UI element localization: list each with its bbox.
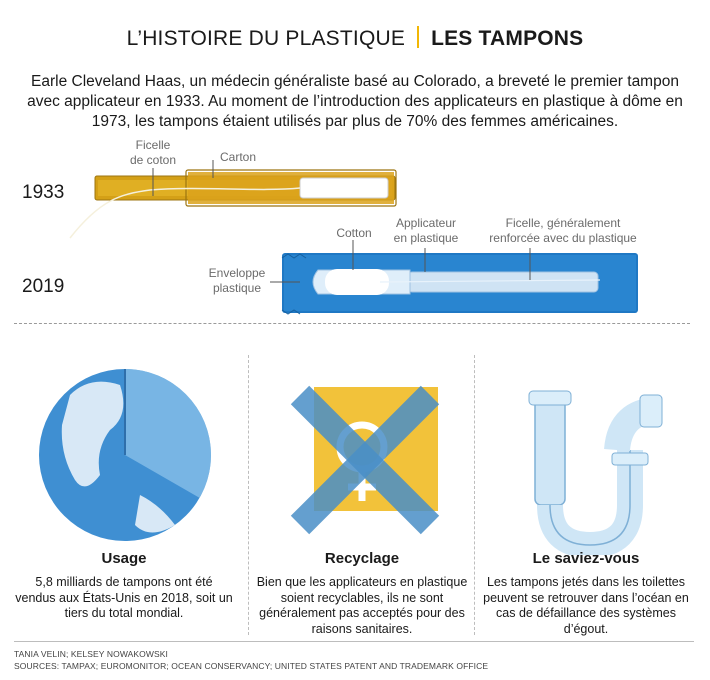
credit-authors: TANIA VELIN; KELSEY NOWAKOWSKI <box>14 649 168 659</box>
tampon-2019-illustration <box>282 253 638 314</box>
title-series: L’HISTOIRE DU PLASTIQUE <box>126 27 406 50</box>
year-2019: 2019 <box>22 276 65 297</box>
globe-icon <box>39 369 211 541</box>
label-plastic-applicator: Applicateur en plastique <box>393 216 459 245</box>
did-you-know-title: Le saviez-vous <box>532 550 640 567</box>
label-cotton-string: Ficelle de coton <box>129 138 177 167</box>
label-plastic-wrapper: Enveloppe plastique <box>208 266 266 295</box>
label-cardboard: Carton <box>219 150 257 164</box>
title-topic: LES TAMPONS <box>431 27 584 50</box>
no-recycling-icon <box>300 387 438 525</box>
label-reinforced-string: Ficelle, généralement renforcée avec du plastique <box>489 216 637 245</box>
column-icons <box>0 355 710 555</box>
did-you-know-body: Les tampons jetés dans les toilettes peuvent se retrouver dans l’océan en cas de défaillance des systèmes d’égout. <box>483 575 689 636</box>
tampon-diagram <box>0 0 710 320</box>
intro-paragraph: Earle Cleveland Haas, un médecin généraliste basé au Colorado, a breveté le premier tampon avec applicateur en 1933. Au moment de l’introduction des applicateurs en plastique à dôme en 1973, les tampons étaient utilisés par plus de 70% des femmes américaines. <box>27 73 683 130</box>
section-divider <box>14 323 690 324</box>
recycling-title: Recyclage <box>324 550 400 567</box>
usage-title: Usage <box>101 550 147 567</box>
recycling-body: Bien que les applicateurs en plastique soient recyclables, ils ne sont généralement pas acceptés pour des raisons sanitaires. <box>256 575 468 636</box>
usage-body: 5,8 milliards de tampons ont été vendus aux États-Unis en 2018, soit un tiers du total mondial. <box>15 575 233 620</box>
credit-sources: SOURCES: TAMPAX; EUROMONITOR; OCEAN CONSERVANCY; UNITED STATES PATENT AND TRADEMARK OFFICE <box>14 661 489 671</box>
drain-pipe-icon <box>529 391 662 545</box>
year-1933: 1933 <box>22 182 65 203</box>
label-cotton: Cotton <box>336 226 372 240</box>
footer-divider <box>14 641 694 642</box>
